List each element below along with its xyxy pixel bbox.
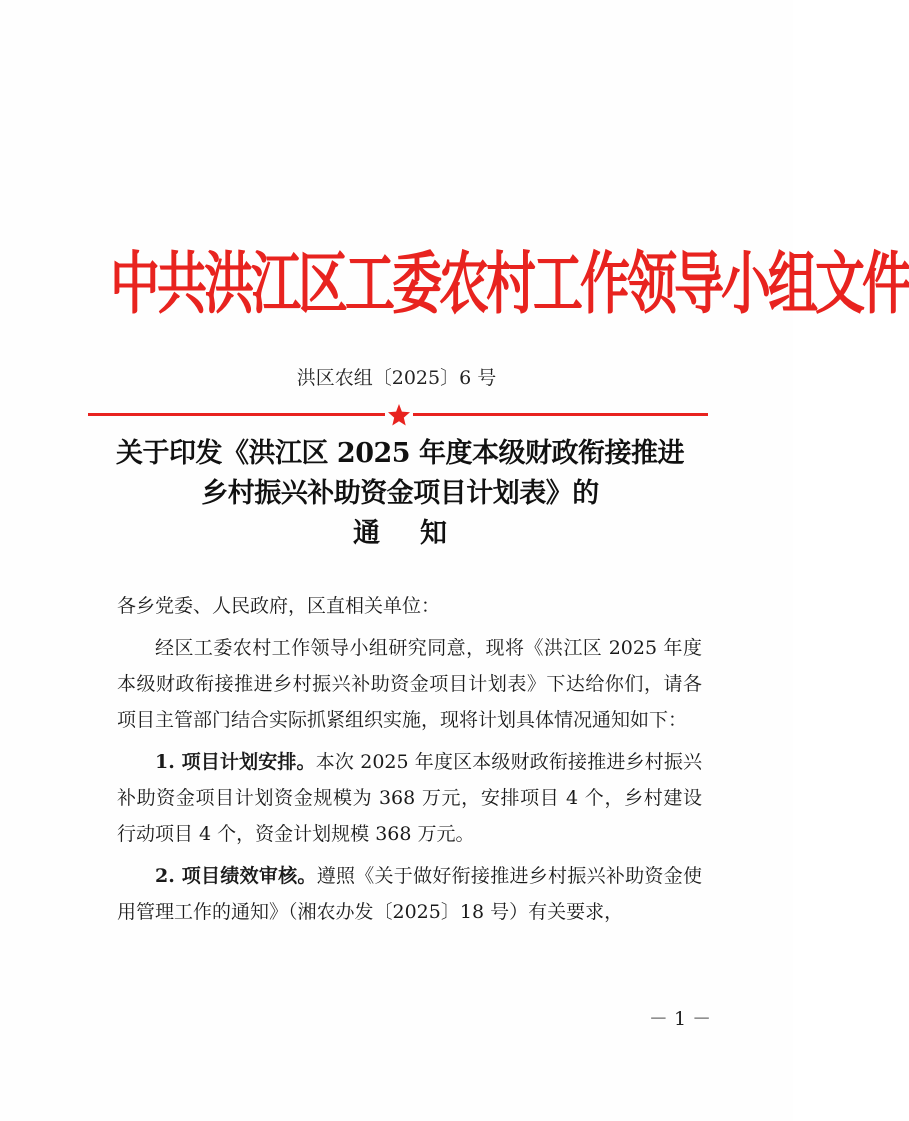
item-1-heading: 1. 项目计划安排。 (155, 751, 316, 773)
item-2-text: 遵照《关于做好衔接推进乡村振兴补助资金使用管理工作的通知》（湘农办发〔2025〕18 号）有关要求， (117, 865, 702, 923)
red-rule-right-line (413, 413, 708, 416)
red-separator-rule (88, 404, 708, 426)
body-paragraph-1: 经区工委农村工作领导小组研究同意，现将《洪江区 2025 年度本级财政衔接推进乡村振兴补助资金项目计划表》下达给你们，请各项目主管部门结合实际抓紧组织实施，现将计划具体情况通知如下： (117, 637, 702, 731)
document-body (117, 588, 702, 930)
issuer-header: 中共洪江区工委农村工作领导小组文件 (110, 243, 909, 324)
item-1-text: 本次 2025 年度区本级财政衔接推进乡村振兴补助资金项目计划资金规模为 368 万元，安排项目 4 个，乡村建设行动项目 4 个，资金计划规模 368 万元。 (117, 751, 702, 845)
document-number: 洪区农组〔2025〕6 号 (296, 367, 497, 389)
document-title-line-2: 乡村振兴补助资金项目计划表》的 (201, 478, 599, 509)
item-2-heading: 2. 项目绩效审核。 (155, 865, 317, 887)
red-rule-left-line (88, 413, 385, 416)
page-number: － 1 － (648, 1008, 712, 1030)
body-item-1 (117, 744, 702, 852)
salutation: 各乡党委、人民政府，区直相关单位： (117, 595, 441, 617)
document-title-line-3: 通知 (353, 518, 487, 549)
red-star-icon (387, 403, 411, 427)
document-title-line-1: 关于印发《洪江区 2025 年度本级财政衔接推进 (116, 438, 684, 469)
body-item-2 (117, 858, 702, 930)
